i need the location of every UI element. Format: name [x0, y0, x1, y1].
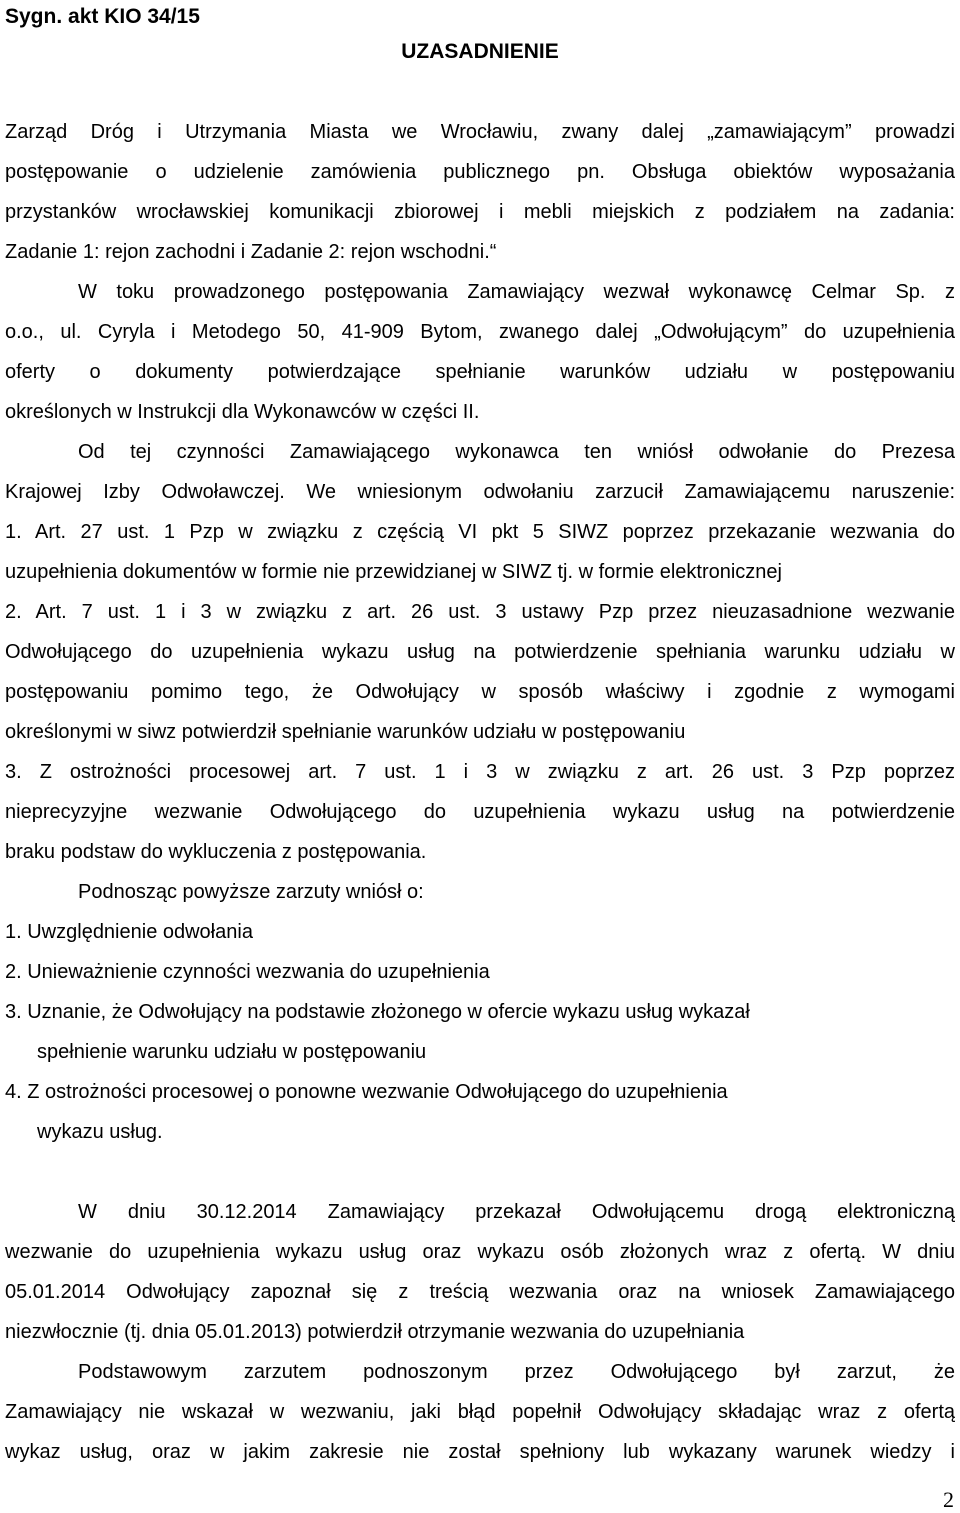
list-item-continuation: wykazu usług. [37, 1121, 163, 1143]
text-line: braku podstaw do wykluczenia z postępowania. [5, 841, 427, 863]
text-line: Zarząd Dróg i Utrzymania Miasta we Wrocławiu, zwany dalej „zamawiającym” prowadzi [5, 121, 955, 143]
page-number: 2 [943, 1487, 954, 1512]
text-line: W toku prowadzonego postępowania Zamawiający wezwał wykonawcę Celmar Sp. z [78, 281, 955, 303]
text-line: określonymi w siwz potwierdził spełnianie warunków udziału w postępowaniu [5, 721, 686, 743]
text-line: nieprecyzyjne wezwanie Odwołującego do uzupełnienia wykazu usług na potwierdzenie [5, 801, 955, 823]
text-line: wykaz usług, oraz w jakim zakresie nie został spełniony lub wykazany warunek wiedzy i [5, 1441, 955, 1463]
text-line: Podnosząc powyższe zarzuty wniósł o: [78, 881, 424, 903]
list-item-continuation: spełnienie warunku udziału w postępowaniu [37, 1041, 427, 1063]
document-heading: UZASADNIENIE [401, 40, 559, 63]
list-item: 1. Uwzględnienie odwołania [5, 921, 253, 943]
text-line: uzupełnienia dokumentów w formie nie przewidzianej w SIWZ tj. w formie elektronicznej [5, 561, 782, 583]
text-line: niezwłocznie (tj. dnia 05.01.2013) potwierdził otrzymanie wezwania do uzupełniania [5, 1321, 745, 1343]
text-line: przystanków wrocławskiej komunikacji zbiorowej i mebli miejskich z podziałem na zadania: [5, 201, 955, 223]
text-line: Zamawiający nie wskazał w wezwaniu, jaki błąd popełnił Odwołujący składając wraz z ofertą [5, 1401, 955, 1423]
text-line: 2. Art. 7 ust. 1 i 3 w związku z art. 26 ust. 3 ustawy Pzp przez nieuzasadnione wezwanie [5, 601, 955, 623]
text-line: 3. Z ostrożności procesowej art. 7 ust. 1 i 3 w związku z art. 26 ust. 3 Pzp poprzez [5, 761, 955, 783]
list-item: 3. Uznanie, że Odwołujący na podstawie złożonego w ofercie wykazu usług wykazał [5, 1001, 750, 1023]
list-item: 2. Unieważnienie czynności wezwania do uzupełnienia [5, 961, 490, 983]
text-line: 05.01.2014 Odwołujący zapoznał się z treścią wezwania oraz na wniosek Zamawiającego [5, 1281, 955, 1303]
list-item: 4. Z ostrożności procesowej o ponowne wezwanie Odwołującego do uzupełnienia [5, 1081, 728, 1103]
text-line: Krajowej Izby Odwoławczej. We wniesionym odwołaniu zarzucił Zamawiającemu naruszenie: [5, 481, 955, 503]
text-line: wezwanie do uzupełnienia wykazu usług oraz wykazu osób złożonych wraz z ofertą. W dniu [5, 1241, 955, 1263]
text-line: Od tej czynności Zamawiającego wykonawca ten wniósł odwołanie do Prezesa [78, 441, 955, 463]
text-line: określonych w Instrukcji dla Wykonawców w części II. [5, 401, 480, 423]
case-signature: Sygn. akt KIO 34/15 [5, 5, 200, 28]
text-line: Odwołującego do uzupełnienia wykazu usług na potwierdzenie spełniania warunku udziału w [5, 641, 955, 663]
text-line: postępowaniu pomimo tego, że Odwołujący w sposób właściwy i zgodnie z wymogami [5, 681, 955, 703]
text-line: oferty o dokumenty potwierdzające spełnianie warunków udziału w postępowaniu [5, 361, 955, 383]
text-line: W dniu 30.12.2014 Zamawiający przekazał Odwołującemu drogą elektroniczną [78, 1201, 955, 1223]
text-line: postępowanie o udzielenie zamówienia publicznego pn. Obsługa obiektów wyposażania [5, 161, 955, 183]
text-line: Zadanie 1: rejon zachodni i Zadanie 2: rejon wschodni.“ [5, 241, 497, 263]
text-line: o.o., ul. Cyryla i Metodego 50, 41-909 Bytom, zwanego dalej „Odwołującym” do uzupełnienia [5, 321, 955, 343]
text-line: Podstawowym zarzutem podnoszonym przez Odwołującego był zarzut, że [78, 1361, 955, 1383]
text-line: 1. Art. 27 ust. 1 Pzp w związku z częścią VI pkt 5 SIWZ poprzez przekazanie wezwania do [5, 521, 955, 543]
